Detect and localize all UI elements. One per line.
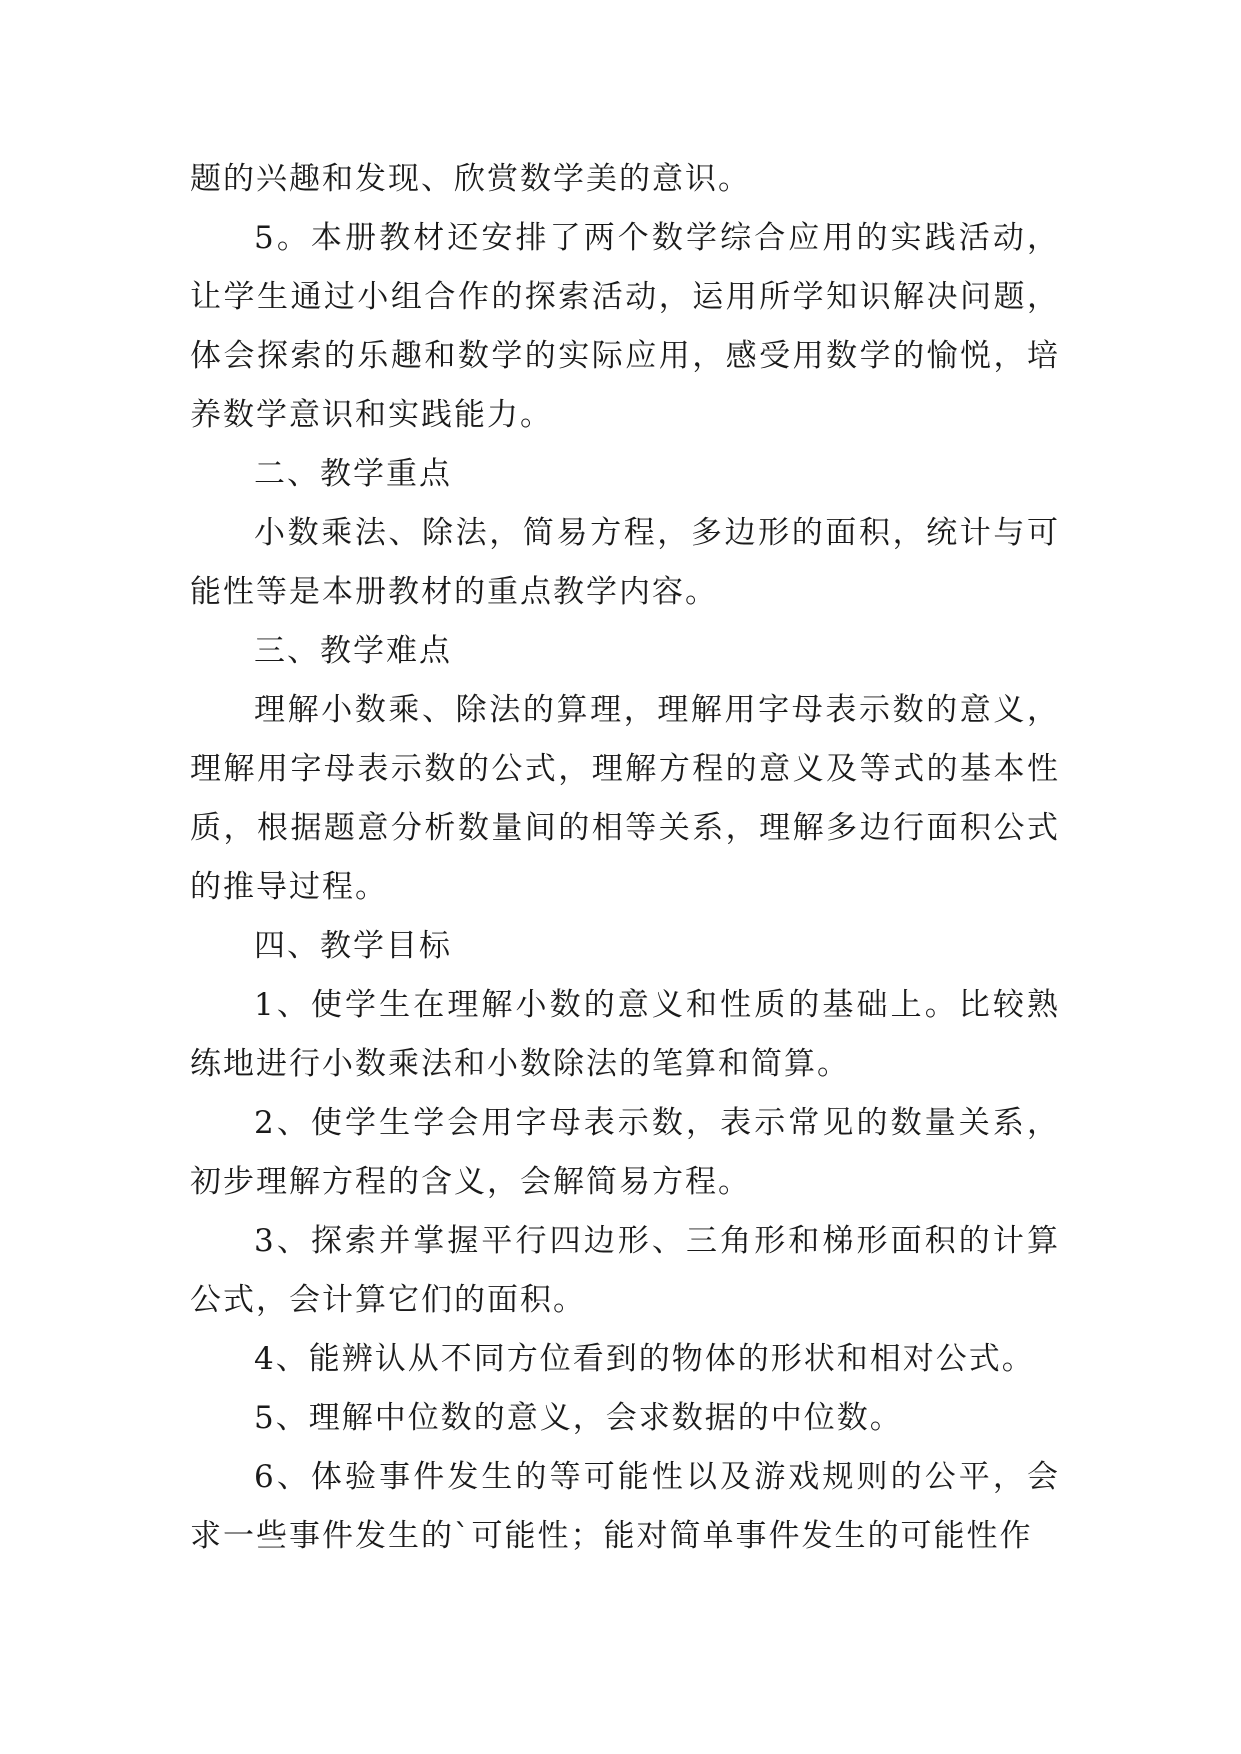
objective-item-2: 2、使学生学会用字母表示数，表示常见的数量关系，初步理解方程的含义，会解简易方程。 (190, 1105, 1060, 1200)
section-heading-objectives: 四、教学目标 (254, 928, 452, 964)
objective-item-4: 4、能辨认从不同方位看到的物体的形状和相对公式。 (254, 1341, 1035, 1377)
paragraph-difficulties: 理解小数乘、除法的算理，理解用字母表示数的意义，理解用字母表示数的公式，理解方程的意义及等式的基本性质，根据题意分析数量间的相等关系，理解多边行面积公式的推导过程。 (190, 692, 1060, 905)
section-heading-difficulties: 三、教学难点 (254, 633, 452, 669)
objective-item-5: 5、理解中位数的意义，会求数据的中位数。 (254, 1400, 903, 1436)
objective-item-6: 6、体验事件发生的等可能性以及游戏规则的公平，会求一些事件发生的`可能性；能对简单事件发生的可能性作 (190, 1459, 1060, 1554)
objective-item-3: 3、探索并掌握平行四边形、三角形和梯形面积的计算公式，会计算它们的面积。 (190, 1223, 1060, 1318)
paragraph-intro-continuation: 题的兴趣和发现、欣赏数学美的意识。 (190, 161, 751, 197)
section-heading-key-points: 二、教学重点 (254, 456, 452, 492)
document-body (190, 150, 1060, 1566)
paragraph-point-5: 5。本册教材还安排了两个数学综合应用的实践活动，让学生通过小组合作的探索活动，运用所学知识解决问题，体会探索的乐趣和数学的实际应用，感受用数学的愉悦，培养数学意识和实践能力。 (190, 220, 1060, 433)
paragraph-key-points: 小数乘法、除法，简易方程，多边形的面积，统计与可能性等是本册教材的重点教学内容。 (190, 515, 1060, 610)
objective-item-1: 1、使学生在理解小数的意义和性质的基础上。比较熟练地进行小数乘法和小数除法的笔算和简算。 (190, 987, 1060, 1082)
